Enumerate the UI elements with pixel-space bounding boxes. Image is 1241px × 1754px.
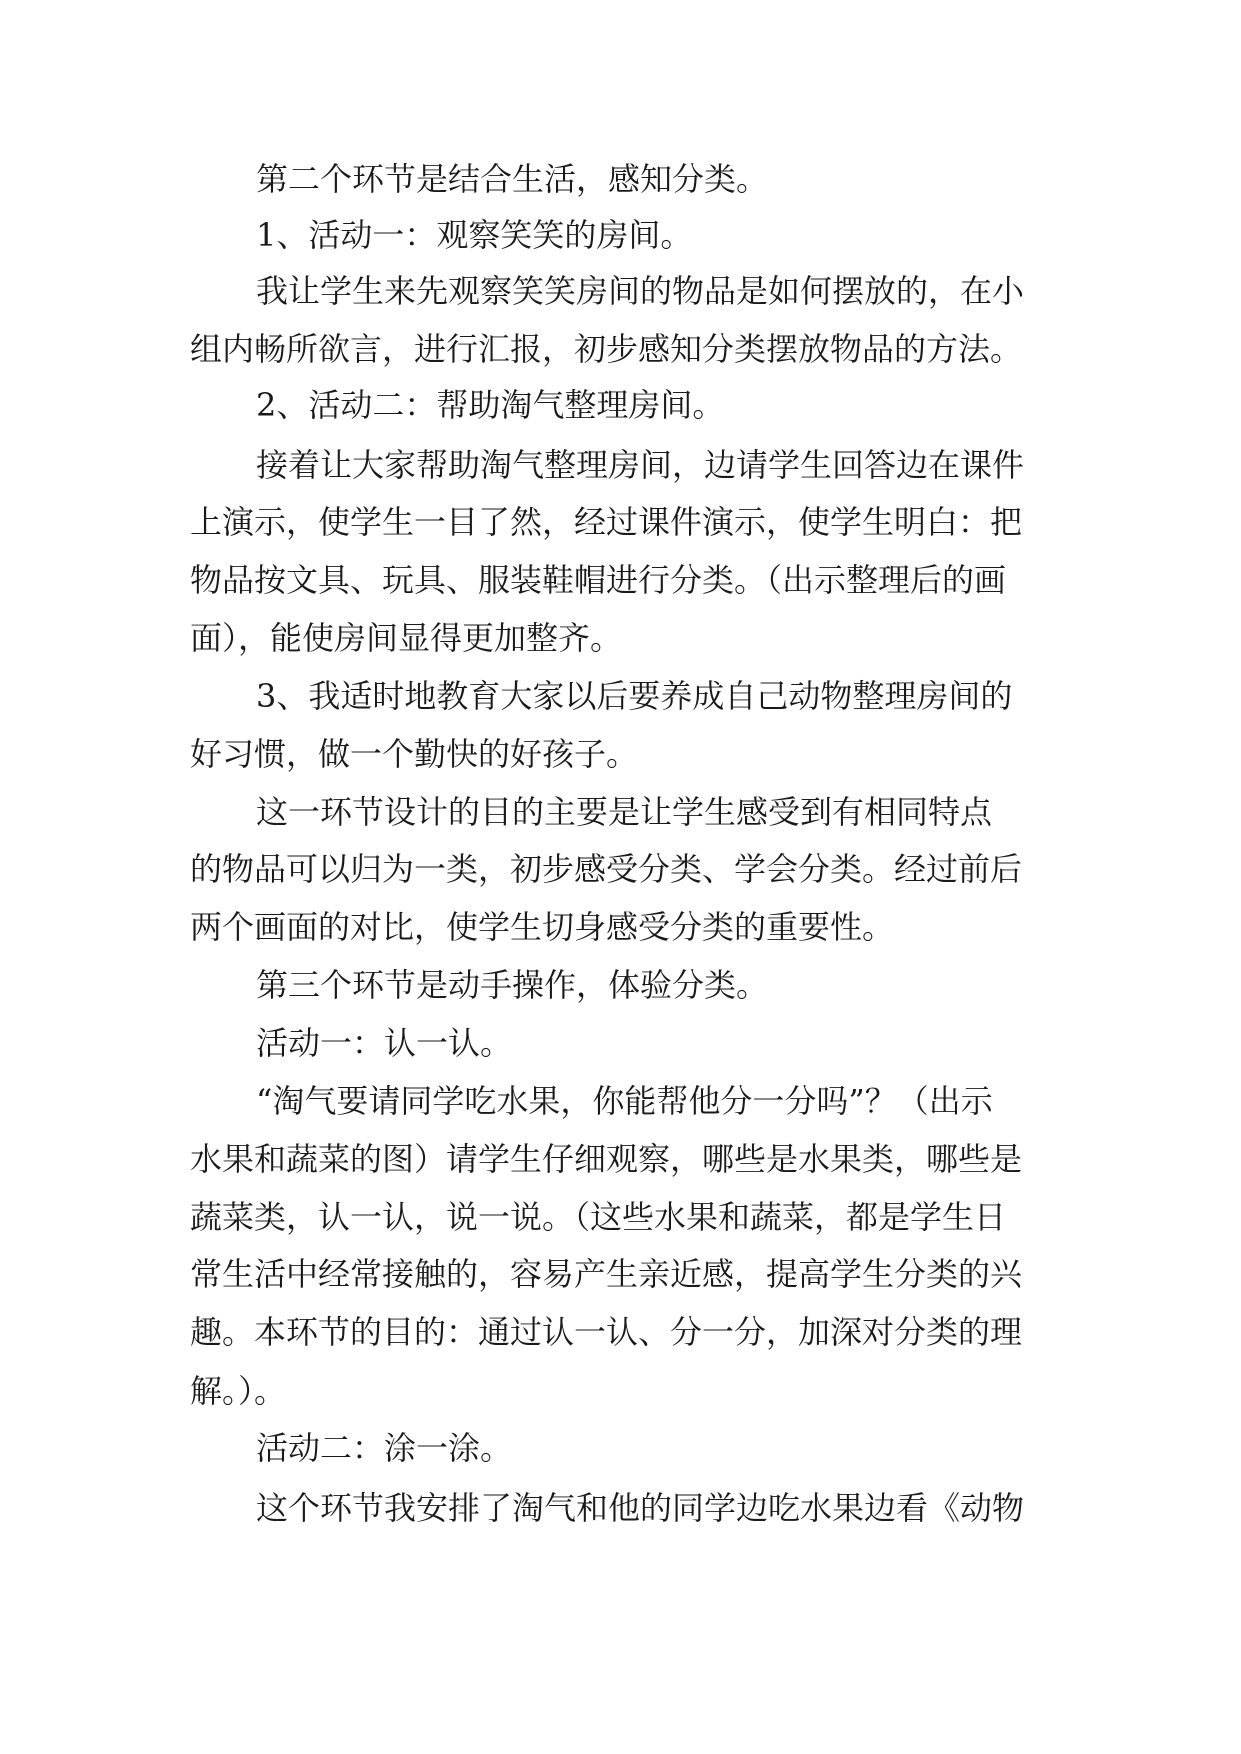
text-line: 面），能使房间显得更加整齐。	[190, 619, 623, 657]
text-line: 解。）。	[190, 1372, 287, 1410]
text-line: 的物品可以归为一类，初步感受分类、学会分类。经过前后	[190, 850, 1023, 888]
text-line: 上演示，使学生一目了然，经过课件演示，使学生明白：把	[190, 503, 1023, 541]
text-line: 这一环节设计的目的主要是让学生感受到有相同特点	[256, 793, 993, 831]
text-line: 活动一：认一认。	[256, 1024, 513, 1062]
text-line: 趣。本环节的目的：通过认一认、分一分，加深对分类的理	[190, 1313, 1023, 1351]
text-line: 活动二：涂一涂。	[256, 1429, 513, 1467]
text-line: “淘气要请同学吃水果，你能帮他分一分吗”？（出示	[256, 1082, 993, 1120]
text-line: 水果和蔬菜的图）请学生仔细观察，哪些是水果类，哪些是	[190, 1140, 1023, 1178]
text-line: 常生活中经常接触的，容易产生亲近感，提高学生分类的兴	[190, 1255, 1023, 1293]
text-line: 蔬菜类，认一认，说一说。（这些水果和蔬菜，都是学生日	[190, 1198, 1007, 1236]
text-line: 两个画面的对比，使学生切身感受分类的重要性。	[190, 908, 895, 946]
text-line: 接着让大家帮助淘气整理房间，边请学生回答边在课件	[256, 446, 1025, 484]
text-line: 我让学生来先观察笑笑房间的物品是如何摆放的，在小	[256, 272, 1025, 310]
text-line: 2、活动二：帮助淘气整理房间。	[256, 386, 725, 424]
text-line: 物品按文具、玩具、服装鞋帽进行分类。（出示整理后的画	[190, 561, 1007, 599]
text-line: 第三个环节是动手操作，体验分类。	[256, 966, 769, 1004]
text-line: 3、我适时地教育大家以后要养成自己动物整理房间的	[256, 677, 1013, 715]
text-line: 组内畅所欲言，进行汇报，初步感知分类摆放物品的方法。	[190, 330, 1023, 368]
text-line: 好习惯，做一个勤快的好孩子。	[190, 735, 639, 773]
text-line: 这个环节我安排了淘气和他的同学边吃水果边看《动物	[256, 1489, 1025, 1527]
text-line: 第二个环节是结合生活，感知分类。	[256, 160, 769, 198]
text-line: 1、活动一：观察笑笑的房间。	[256, 216, 693, 254]
